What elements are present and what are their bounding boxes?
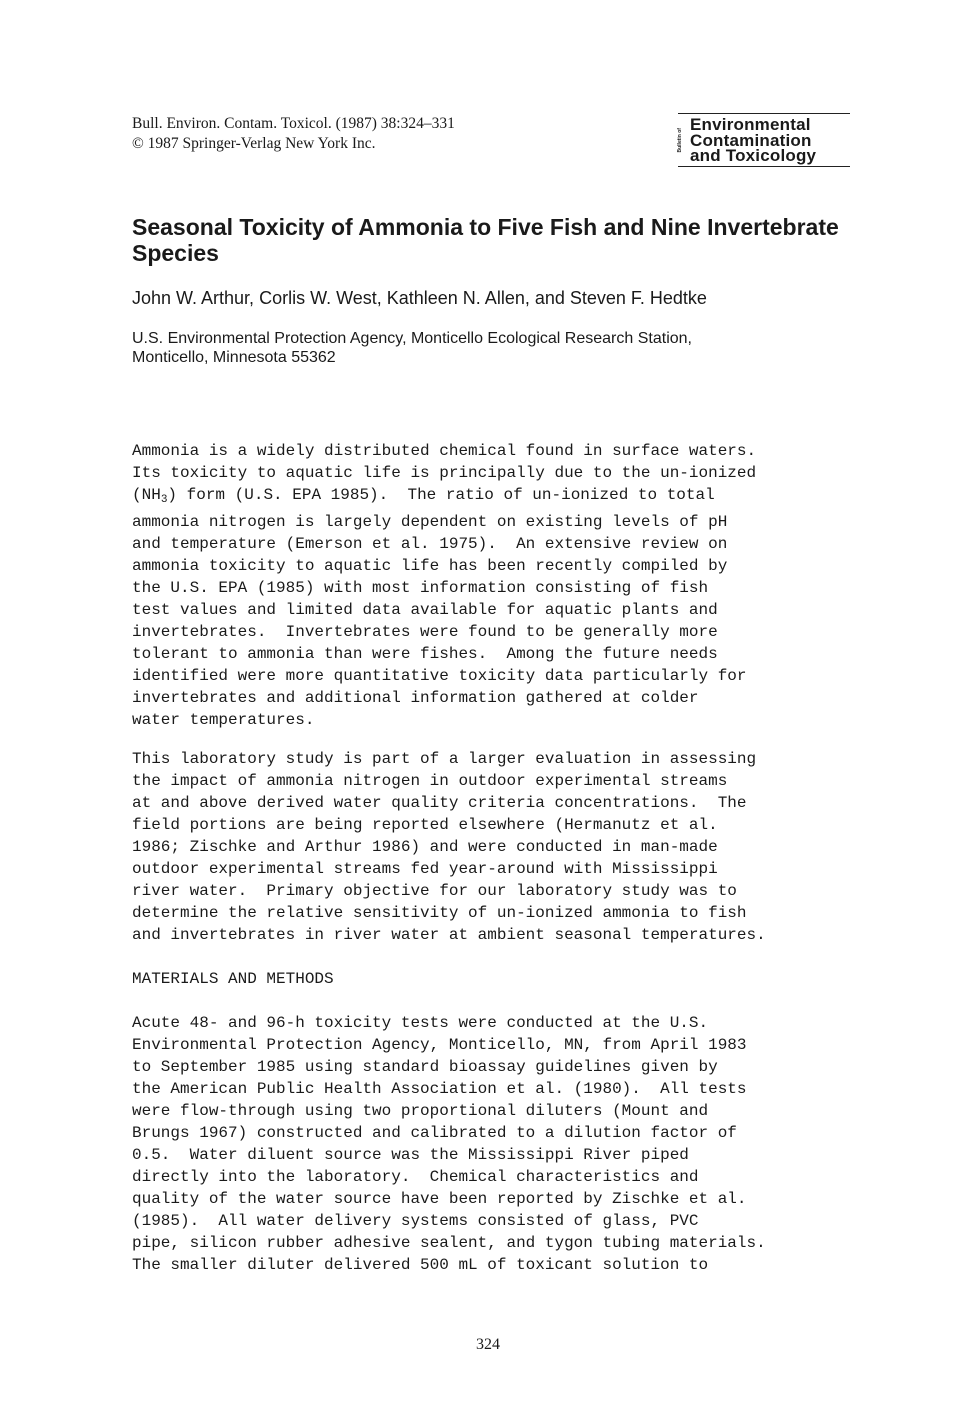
text-line: Ammonia is a widely distributed chemical found in surface waters. <box>132 442 757 460</box>
paragraph-study-purpose <box>132 748 862 946</box>
text-line: invertebrates. Invertebrates were found to be generally more <box>132 623 718 641</box>
citation-block <box>132 114 455 154</box>
journal-logo-words <box>690 117 850 164</box>
affiliation-line-2: Monticello, Minnesota 55362 <box>132 349 336 366</box>
text-line: Its toxicity to aquatic life is principally due to the un-ionized <box>132 464 757 482</box>
text-line: Environmental Protection Agency, Monticello, MN, from April 1983 <box>132 1036 747 1054</box>
section-heading-materials-methods: MATERIALS AND METHODS <box>132 970 334 988</box>
text-line: 1986; Zischke and Arthur 1986) and were conducted in man-made <box>132 838 718 856</box>
author-affiliation <box>132 329 692 367</box>
article-title: Seasonal Toxicity of Ammonia to Five Fish and Nine Invertebrate Species <box>132 214 839 266</box>
text-line: and invertebrates in river water at ambient seasonal temperatures. <box>132 926 766 944</box>
text-line: at and above derived water quality criteria concentrations. The <box>132 794 747 812</box>
journal-logo-line-1: Environmental <box>690 115 811 134</box>
page-number: 324 <box>476 1336 500 1353</box>
text-line: This laboratory study is part of a larger evaluation in assessing <box>132 750 757 768</box>
citation-line-1: Bull. Environ. Contam. Toxicol. (1987) 38:324–331 <box>132 115 455 132</box>
text-line: (1985). All water delivery systems consisted of glass, PVC <box>132 1212 699 1230</box>
copyright-line: © 1987 Springer-Verlag New York Inc. <box>132 135 376 152</box>
text-line: field portions are being reported elsewhere (Hermanutz et al. <box>132 816 718 834</box>
text-line: 0.5. Water diluent source was the Mississippi River piped <box>132 1146 689 1164</box>
text-line: test values and limited data available for aquatic plants and <box>132 601 718 619</box>
text-line: to September 1985 using standard bioassay guidelines given by <box>132 1058 718 1076</box>
article-authors: John W. Arthur, Corlis W. West, Kathleen N. Allen, and Steven F. Hedtke <box>132 288 707 308</box>
text-line: directly into the laboratory. Chemical characteristics and <box>132 1168 699 1186</box>
text-line: identified were more quantitative toxicity data particularly for <box>132 667 747 685</box>
text-line: determine the relative sensitivity of un-ionized ammonia to fish <box>132 904 747 922</box>
text-line: the U.S. EPA (1985) with most information consisting of fish <box>132 579 709 597</box>
text-line: pipe, silicon rubber adhesive sealent, and tygon tubing materials. <box>132 1234 766 1252</box>
text-line: the impact of ammonia nitrogen in outdoor experimental streams <box>132 772 728 790</box>
text-line: Acute 48- and 96-h toxicity tests were conducted at the U.S. <box>132 1014 709 1032</box>
text-line: and temperature (Emerson et al. 1975). An extensive review on <box>132 535 728 553</box>
journal-logo-line-2: Contamination <box>690 130 812 150</box>
text-line: $(NH_3)$ form (U.S. EPA 1985). The ratio of un-ionized to total <box>132 486 715 506</box>
text-line: were flow-through using two proportional diluters (Mount and <box>132 1102 709 1120</box>
text-line: quality of the water source have been reported by Zischke et al. <box>132 1190 747 1208</box>
text-line: Brungs 1967) constructed and calibrated to a dilution factor of <box>132 1124 737 1142</box>
text-line: invertebrates and additional information gathered at colder <box>132 689 699 707</box>
affiliation-line-1: U.S. Environmental Protection Agency, Monticello Ecological Research Station, <box>132 330 692 347</box>
text-line: outdoor experimental streams fed year-around with Mississippi <box>132 860 718 878</box>
text-line: ammonia toxicity to aquatic life has been recently compiled by <box>132 557 728 575</box>
journal-logo-side-text: Bulletin of <box>677 128 683 153</box>
paragraph-introduction <box>132 440 862 731</box>
text-line: ammonia nitrogen is largely dependent on existing levels of pH <box>132 513 728 531</box>
paragraph-methods <box>132 1012 862 1276</box>
text-line: water temperatures. <box>132 711 315 729</box>
journal-logo <box>678 113 850 167</box>
journal-logo-line-3: and Toxicology <box>690 146 817 165</box>
text-line: river water. Primary objective for our laboratory study was to <box>132 882 737 900</box>
text-line: tolerant to ammonia than were fishes. Among the future needs <box>132 645 718 663</box>
text-line: the American Public Health Association et al. (1980). All tests <box>132 1080 747 1098</box>
text-line: The smaller diluter delivered 500 mL of toxicant solution to <box>132 1256 709 1274</box>
